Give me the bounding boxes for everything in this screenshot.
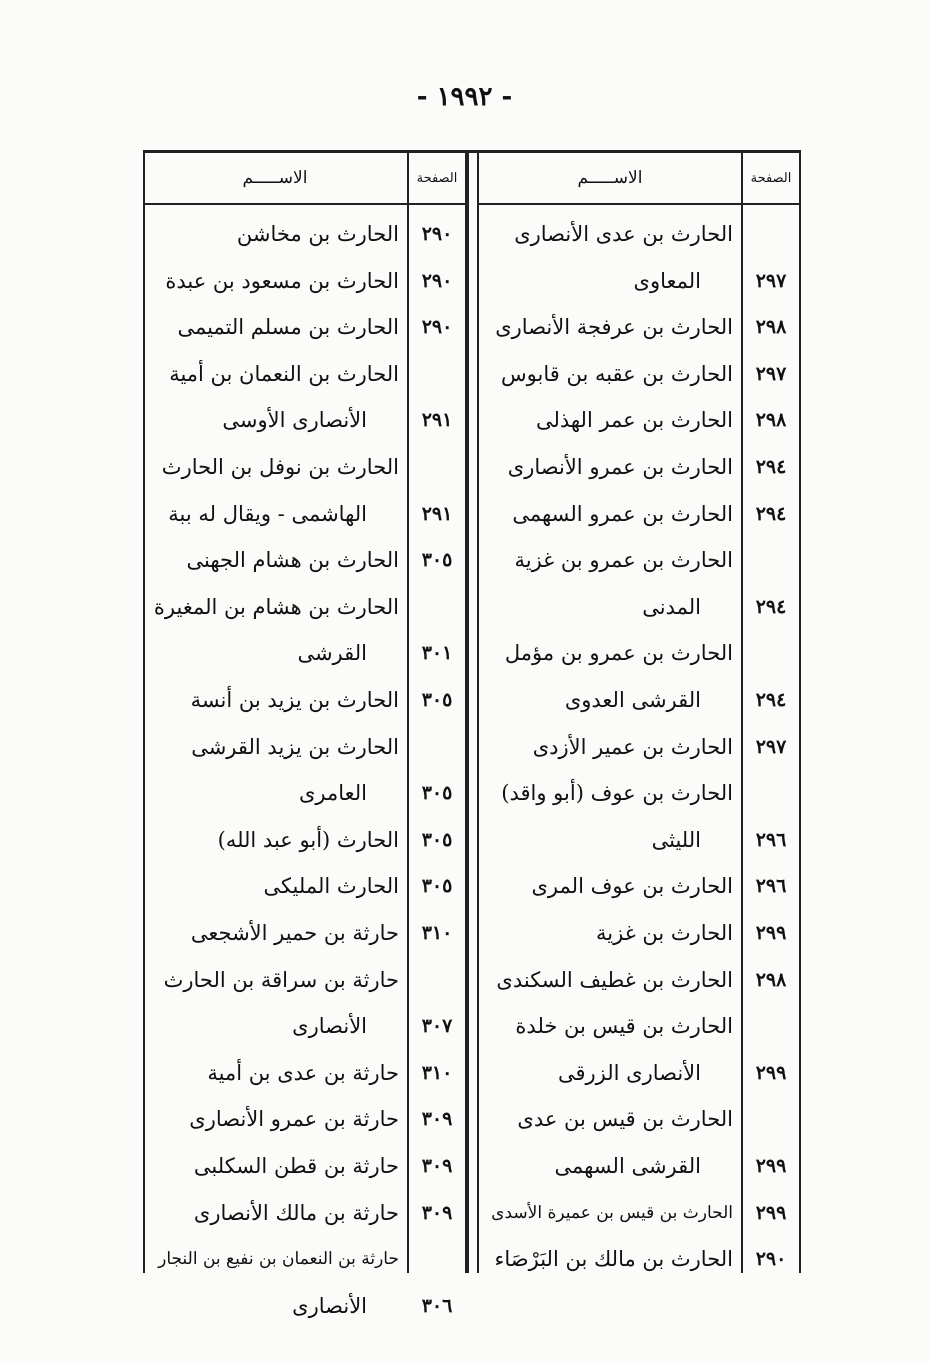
entry-line: الأنصارى [292, 1293, 367, 1318]
page-ref: ٢٩٠ [421, 269, 453, 292]
entry-line: الحارث بن عرفجة الأنصارى [495, 315, 733, 340]
entry-line: الهاشمى - ويقال له ببة [168, 501, 367, 526]
entry-line: الحارث بن مالك بن البَرْصَاء [494, 1247, 733, 1272]
page-ref: ٢٩٩ [755, 1155, 787, 1177]
entry-line: حارثة بن مالك الأنصارى [193, 1200, 399, 1225]
entry-line: الحارث بن عمرو السهمى [512, 501, 733, 526]
entry-line: حارثة بن سراقة بن الحارث [163, 967, 399, 992]
entry-line: الحارث بن مسعود بن عبدة [165, 268, 399, 293]
page-header: الصفحة [741, 153, 801, 205]
entry-line: الحارث بن غطيف السكندى [496, 967, 733, 992]
entry-line: الحارث بن عوف المرى [531, 874, 733, 899]
page-ref: ٢٩٧ [755, 362, 787, 385]
entry-line: الحارث بن عوف (أبو واقد) [501, 781, 733, 806]
page-ref: ٢٩٤ [755, 595, 787, 618]
entry-line: حارثة بن حمير الأشجعى [190, 921, 399, 945]
entry-line: الليثى [651, 827, 701, 852]
entry-line: الحارث المليكى [263, 874, 399, 899]
entry-line: الحارث (أبو عبد الله) [217, 827, 399, 852]
page-ref: ٢٩٤ [755, 456, 787, 478]
page-ref: ٣٠٩ [421, 1108, 453, 1131]
entry-line: الأنصارى الزرقى [557, 1060, 701, 1085]
entry-line: حارثة بن عدى بن أمية [207, 1060, 399, 1085]
page-ref: ٣٠٧ [421, 1015, 453, 1038]
entry-line: الحارث بن يزيد بن أنسة [190, 688, 399, 712]
entry-line: الحارث بن عمر الهذلى [535, 408, 733, 433]
page-ref: ٢٩٩ [755, 922, 787, 944]
page-ref: ٢٩١ [421, 409, 453, 432]
entry-line: الحارث بن قيس بن عميرة الأسدى [491, 1202, 733, 1223]
column-divider [467, 153, 479, 1273]
entry-line: الحارث بن قيس بن عدى [517, 1107, 733, 1132]
page-ref: ٣٠٥ [421, 875, 453, 898]
entry-line: الحارث بن عقبه بن قابوس [501, 361, 733, 386]
entry-line: الأنصارى [292, 1014, 367, 1039]
page-cells [741, 153, 801, 1273]
page-ref: ٢٩٨ [755, 968, 787, 991]
page-ref: ٣٠٥ [421, 549, 453, 572]
page-ref: ٢٩٨ [755, 316, 787, 339]
entry-line: حارثة بن عمرو الأنصارى [189, 1107, 399, 1132]
page-ref: ٢٩٠ [421, 223, 453, 245]
page-ref: ٣٠٩ [421, 1201, 453, 1224]
name-header: الاســـــم [479, 153, 741, 205]
page-ref: ٣٠٥ [421, 828, 453, 851]
index-table [143, 150, 801, 1318]
page-ref: ٣٠١ [421, 642, 453, 665]
page-ref: ٣٠٦ [421, 1294, 453, 1317]
entry-line: القرشى السهمى [554, 1154, 701, 1178]
page-ref: ٢٩٧ [755, 269, 787, 292]
entry-line: الحارث بن يزيد القرشى [191, 734, 399, 759]
page-ref: ٢٩٧ [755, 735, 787, 758]
entry-line: الحارث بن نوفل بن الحارث [161, 455, 399, 479]
page-ref: ٢٩٦ [755, 828, 787, 851]
entry-line: القرشى العدوى [564, 688, 701, 712]
entry-line: المدنى [642, 594, 701, 619]
entry-line: الحارث بن النعمان بن أمية [169, 361, 399, 386]
page-ref: ٣١٠ [421, 1061, 453, 1084]
entry-line: حارثة بن قطن السكلبى [193, 1154, 399, 1178]
page-ref: ٢٩٠ [421, 316, 453, 339]
entry-line: الحارث بن عمير الأزدى [532, 734, 733, 759]
entry-line: المعاوى [633, 268, 701, 293]
entry-line: الحارث بن عمرو الأنصارى [507, 455, 733, 479]
entry-line: الحارث بن مخاشن [236, 222, 399, 246]
page-ref: ٣٠٥ [421, 782, 453, 805]
page-ref: ٢٩٦ [755, 875, 787, 898]
entry-line: الحارث بن عمرو بن مؤمل [504, 641, 733, 666]
page-ref: ٣٠٥ [421, 689, 453, 711]
name-cells [143, 153, 407, 1318]
page-number: - ١٩٩٢ - [416, 82, 513, 112]
page-ref: ٢٩٩ [755, 1201, 787, 1224]
entry-line: الحارث بن قيس بن خلدة [515, 1014, 733, 1039]
page-cells [407, 153, 467, 1317]
entry-line: حارثة بن النعمان بن نفيع بن النجار [158, 1249, 399, 1270]
entry-line: الأنصارى الأوسى [222, 408, 367, 433]
entry-line: العامرى [298, 781, 367, 806]
page-ref: ٣٠٩ [421, 1155, 453, 1177]
name-header: الاســـــم [143, 153, 407, 205]
entry-line: القرشى [297, 641, 367, 666]
entry-line: الحارث بن هشام بن المغيرة [153, 594, 399, 619]
entry-line: الحارث بن مسلم التميمى [177, 315, 399, 340]
entry-line: الحارث بن هشام الجهنى [186, 548, 399, 573]
page-ref: ٢٩٤ [755, 689, 787, 711]
page-ref: ٢٩١ [421, 502, 453, 525]
right-column [479, 153, 801, 1273]
page-ref: ٢٩٤ [755, 502, 787, 525]
entry-line: الحارث بن عدى الأنصارى [514, 222, 733, 246]
name-cells [479, 153, 741, 1273]
entry-line: الحارث بن عمرو بن غزية [514, 548, 733, 573]
page-ref: ٢٩٨ [755, 409, 787, 432]
entry-line: الحارث بن غزية [596, 921, 733, 945]
page-ref: ٣١٠ [421, 922, 453, 944]
page-ref: ٢٩٠ [755, 1248, 787, 1271]
page-header: الصفحة [407, 153, 467, 205]
left-column [143, 153, 467, 1318]
page-ref: ٢٩٩ [755, 1061, 787, 1084]
